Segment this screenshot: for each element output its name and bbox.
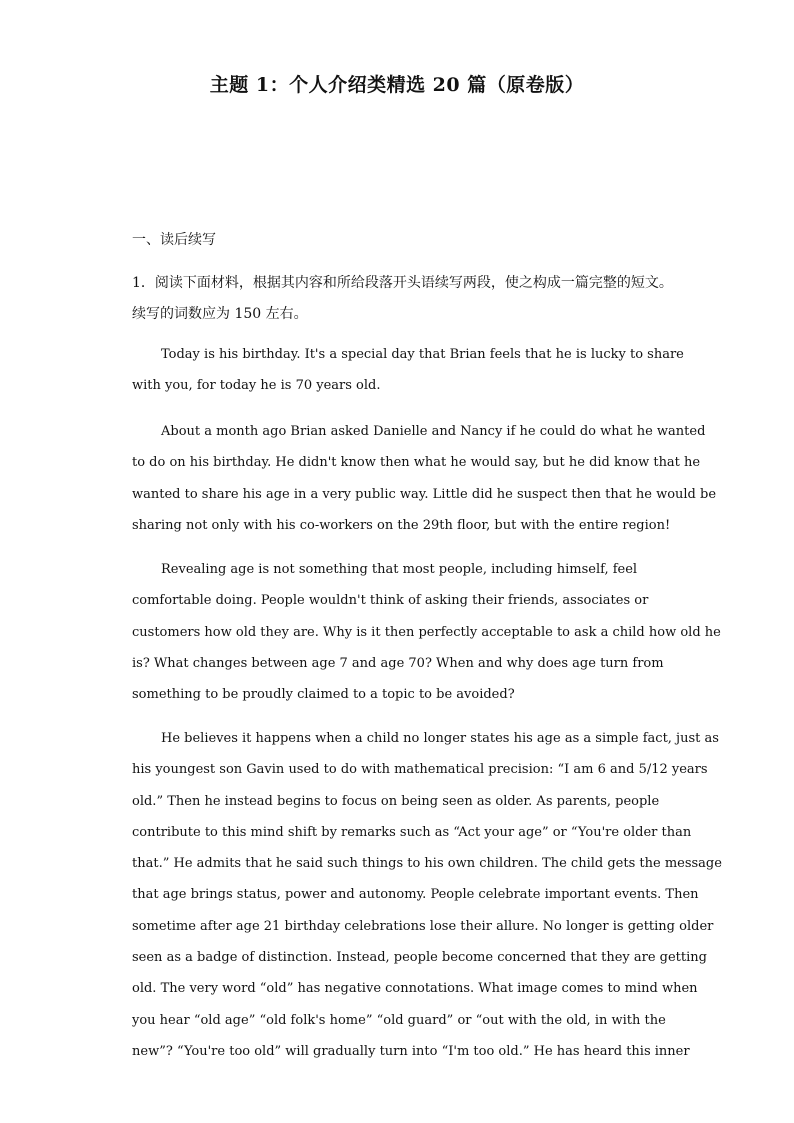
text-line: old. The very word “old” has negative connotations. What image comes to mind when (132, 981, 698, 997)
text-line: customers how old they are. Why is it then perfectly acceptable to ask a child how old he (132, 624, 721, 640)
text-line: is? What changes between age 7 and age 70? When and why does age turn from (132, 655, 664, 671)
text-line: seen as a badge of distinction. Instead, people become concerned that they are getting (132, 950, 707, 966)
instruction-line: 1．阅读下面材料，根据其内容和所给段落开头语续写两段，使之构成一篇完整的短文。 (132, 275, 673, 291)
text-line: something to be proudly claimed to a topic to be avoided? (132, 687, 515, 703)
text-line: you hear “old age” “old folk's home” “old guard” or “out with the old, in with the (132, 1012, 666, 1028)
instruction-line: 续写的词数应为 150 左右。 (132, 306, 308, 322)
text-line: old.” Then he instead begins to focus on being seen as older. As parents, people (132, 793, 660, 809)
text-line: that age brings status, power and autonomy. People celebrate important events. Then (132, 887, 699, 903)
text-line: He believes it happens when a child no longer states his age as a simple fact, just as (161, 731, 719, 746)
text-line: his youngest son Gavin used to do with mathematical precision: “I am 6 and 5/12 years (132, 762, 708, 778)
text-line: contribute to this mind shift by remarks such as “Act your age” or “You're older than (132, 824, 692, 840)
text-line: that.” He admits that he said such things to his own children. The child gets the message (132, 856, 722, 872)
text-line: Today is his birthday. It's a special day that Brian feels that he is lucky to share (161, 347, 684, 362)
paragraph-1 (132, 339, 684, 402)
text-line: Revealing age is not something that most people, including himself, feel (161, 562, 638, 577)
text-line: About a month ago Brian asked Danielle and Nancy if he could do what he wanted (161, 424, 706, 439)
section-heading: 一、读后续写 (132, 232, 216, 248)
paragraph-2 (132, 416, 717, 541)
text-line: new”? “You're too old” will gradually turn into “I'm too old.” He has heard this inner (132, 1043, 690, 1059)
paragraph-4 (132, 723, 722, 1067)
paragraph-3 (132, 554, 721, 710)
text-line: comfortable doing. People wouldn't think of asking their friends, associates or (132, 593, 649, 609)
text-line: sometime after age 21 birthday celebrations lose their allure. No longer is getting older (132, 918, 714, 934)
text-line: with you, for today he is 70 years old. (132, 378, 381, 394)
task-instruction (132, 268, 692, 330)
page-title: 主题 1：个人介绍类精选 20 篇（原卷版） (209, 74, 585, 96)
text-line: sharing not only with his co-workers on the 29th floor, but with the entire region! (132, 517, 671, 533)
text-line: wanted to share his age in a very public way. Little did he suspect then that he would be (132, 486, 717, 502)
text-line: to do on his birthday. He didn't know then what he would say, but he did know that he (132, 455, 701, 471)
